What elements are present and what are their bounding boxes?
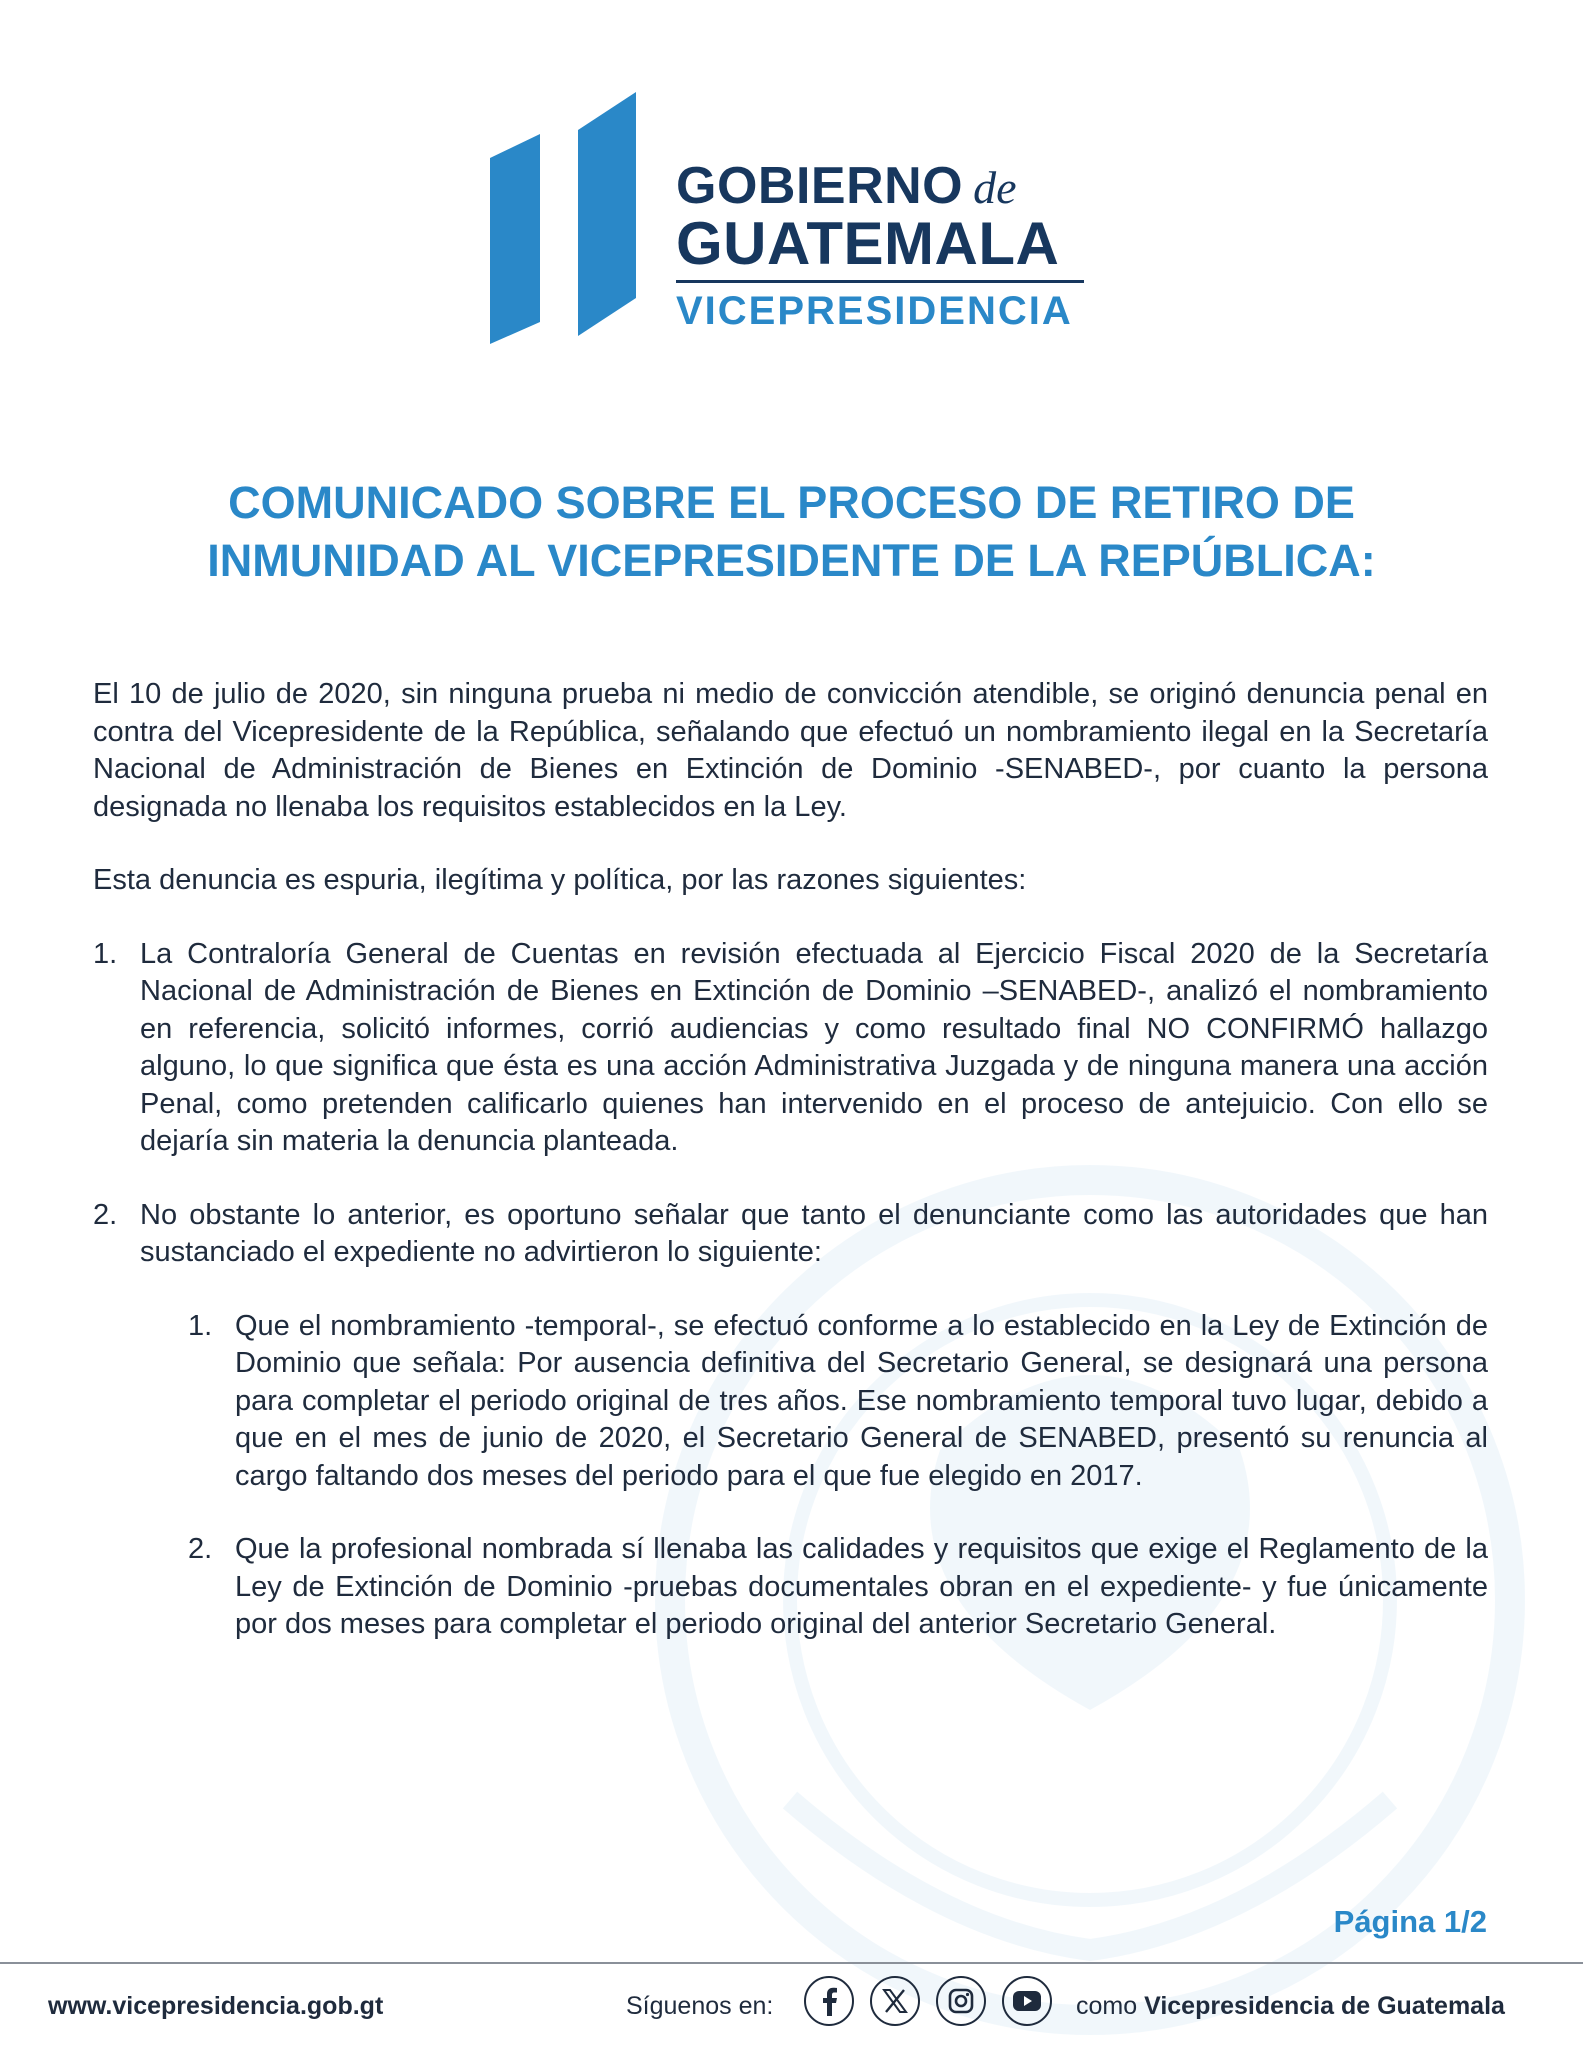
como-label: como: [1076, 1992, 1138, 2020]
title-line-1: COMUNICADO SOBRE EL PROCESO DE RETIRO DE: [228, 477, 1355, 528]
title-line-2: INMUNIDAD AL VICEPRESIDENTE DE LA REPÚBLICA:: [207, 535, 1376, 586]
communique-title: [90, 474, 1493, 590]
government-logo: [490, 92, 1090, 352]
social-account: [1076, 1992, 1505, 2021]
social-links: [804, 1976, 1052, 2026]
logo-de: de: [973, 162, 1017, 213]
page-number: Página 1/2: [1333, 1904, 1487, 1939]
list-item-number: 1.: [93, 937, 118, 970]
follow-label: Síguenos en:: [626, 1992, 774, 2020]
logo-guatemala: GUATEMALA: [676, 210, 1060, 277]
list-item-number: 2.: [93, 1198, 118, 1231]
account-name: Vicepresidencia de Guatemala: [1144, 1992, 1505, 2020]
document-body: [93, 676, 1488, 1644]
sub-list-item: [188, 1308, 1488, 1496]
list-item: [93, 1197, 1488, 1272]
reasons-intro: Esta denuncia es espuria, ilegítima y política, por las razones siguientes:: [93, 864, 1027, 896]
x-icon[interactable]: [870, 1976, 920, 2026]
sub-list-item: [188, 1531, 1488, 1644]
instagram-icon[interactable]: [936, 1976, 986, 2026]
youtube-icon[interactable]: [1002, 1976, 1052, 2026]
intro-paragraph: El 10 de julio de 2020, sin ninguna prueba ni medio de convicción atendible, se originó denuncia penal en contra del Vicepresidente de la República, señalando que efectuó un nombramiento ilegal en la Secretaría Nacional de Administración de Bienes en Extinción de Dominio -SENABED-, por cuanto la persona designada no llenaba los requisitos establecidos en la Ley.: [93, 678, 1488, 823]
logo-gobierno: GOBIERNO: [676, 157, 964, 215]
facebook-icon[interactable]: [804, 1976, 854, 2026]
sub-list-item-number: 1.: [188, 1309, 213, 1342]
logo-divider: [676, 280, 1084, 283]
website-link[interactable]: www.vicepresidencia.gob.gt: [48, 1992, 384, 2020]
sub-list-item-text: Que el nombramiento -temporal-, se efectuó conforme a lo establecido en la Ley de Extinción de Dominio que señala: Por ausencia definitiva del Secretario General, se designará una persona para completar el periodo original de tres años. Ese nombramiento temporal tuvo lugar, debido a que en el mes de junio de 2020, el Secretario General de SENABED, presentó su renuncia al cargo faltando dos meses del periodo para el que fue elegido en 2017.: [235, 1309, 1488, 1492]
list-item-text: No obstante lo anterior, es oportuno señalar que tanto el denunciante como las autoridades que han sustanciado el expediente no advirtieron lo siguiente:: [140, 1198, 1488, 1268]
sub-list-item-number: 2.: [188, 1533, 213, 1565]
sub-list-item-text: Que la profesional nombrada sí llenaba las calidades y requisitos que exige el Reglamento de la Ley de Extinción de Dominio -pruebas documentales obran en el expediente- y fue únicamente por dos meses para completar el periodo original del anterior Secretario General.: [235, 1533, 1488, 1640]
list-item-text: La Contraloría General de Cuentas en revisión efectuada al Ejercicio Fiscal 2020 de la Secretaría Nacional de Administración de Bienes en Extinción de Dominio –SENABED-, analizó el nombramiento en referencia, solicitó informes, corrió audiencias y como resultado final NO CONFIRMÓ hallazgo alguno, lo que significa que ésta es una acción Administrativa Juzgada y de ninguna manera una acción Penal, como pretenden calificarlo quienes han intervenido en el proceso de antejuicio. Con ello se dejaría sin materia la denuncia planteada.: [140, 937, 1488, 1157]
footer: [0, 1964, 1583, 2048]
logo-emblem-icon: [490, 92, 670, 352]
list-item: [93, 936, 1488, 1161]
logo-vicepresidencia: VICEPRESIDENCIA: [676, 289, 1073, 333]
